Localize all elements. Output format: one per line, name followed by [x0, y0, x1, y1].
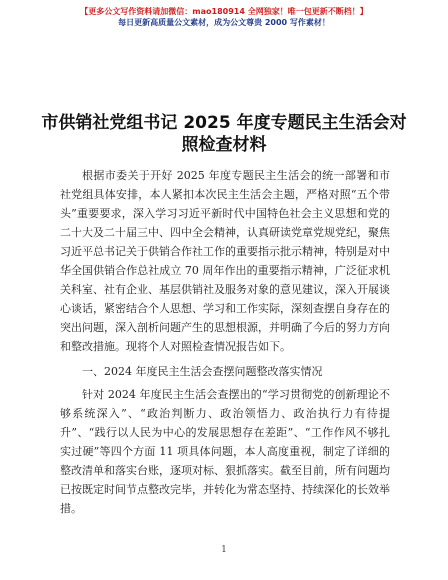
header-banner: [0, 6, 448, 28]
banner-update-line: 每日更新高质量公文素材，成为公文尊贵 2000 写作素材！: [118, 18, 330, 27]
page-number: 1: [221, 545, 227, 555]
section-heading: 一、2024 年度民主生活会查摆问题整改落实情况: [82, 365, 323, 378]
document-body: [60, 166, 390, 518]
banner-promo-line: 【更多公文写作资料请加微信：mao180914 全网独家！唯一包更新不断档！】: [80, 7, 368, 16]
section-paragraph: 针对 2024 年度民主生活会查摆出的“学习贯彻党的创新理论不够系统深入”、“政治判断力、政治领悟力、政治执行力有待提升”、“践行以人民为中心的发展思想存在差距”、“工作作风不够扎实过硬”等四个方面 11 项具体问题，本人高度重视，制定了详细的整改清单和落实台账，逐项对标、狠抓落实。截至目前，所有问题均已按既定时间节点整改完毕，并转化为常态坚持、持续深化的长效举措。: [60, 388, 390, 515]
intro-paragraph: 根据市委关于开好 2025 年度专题民主生活会的统一部署和市社党组具体安排，本人紧扣本次民主生活会主题，严格对照“五个带头”重要要求，深入学习习近平新时代中国特色社会主义思想和党的二十大及二十届三中、四中全会精神，认真研读党章党规党纪，聚焦习近平总书记关于供销合作社工作的重要指示批示精神，特别是对中华全国供销合作总社成立 70 周年作出的重要指示精神，广泛征求机关科室、社有企业、基层供销社及服务对象的意见建议，深入开展谈心谈话，紧密结合个人思想、学习和工作实际，深刻查摆自身存在的突出问题，深入剖析问题产生的思想根源，并明确了今后的努力方向和整改措施。现将个人对照检查情况报告如下。: [60, 169, 390, 353]
document-title: 市供销社党组书记 2025 年度专题民主生活会对照检查材料: [41, 113, 407, 155]
